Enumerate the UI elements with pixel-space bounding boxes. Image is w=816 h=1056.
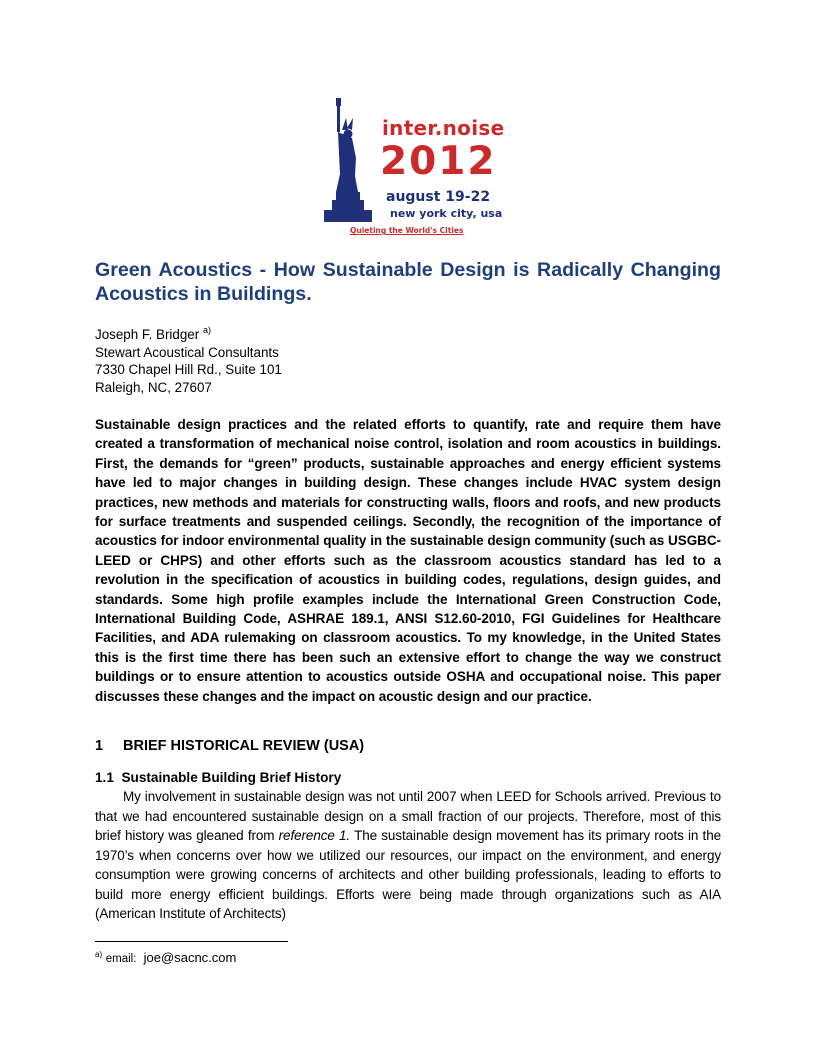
body-text-2: The sustainable design movement has its primary roots in the 1970’s when concerns over how we utilized our resources, our impact on the environment, and energy consumption were growing concerns of architects and other building professionals, leading to efforts to build more energy efficient buildings. Efforts were being made through organizations such as AIA (American Institute of Architects) bbox=[95, 828, 722, 921]
logo-dates: august 19-22 bbox=[386, 189, 491, 205]
conference-logo bbox=[322, 96, 505, 242]
subsection-heading bbox=[95, 770, 341, 785]
section-title: BRIEF HISTORICAL REVIEW (USA) bbox=[123, 738, 365, 754]
footnote-email[interactable]: joe@sacnc.com bbox=[143, 950, 237, 965]
footnote-label: email: bbox=[105, 953, 137, 965]
author-name-line bbox=[95, 326, 282, 344]
footnote bbox=[95, 950, 236, 965]
logo-tagline: Quieting the World's Cities bbox=[350, 226, 464, 235]
abstract: Sustainable design practices and the related efforts to quantify, rate and require them have created a transformation of mechanical noise control, isolation and room acoustics in buildings. First, the demands for “green” products, sustainable approaches and energy efficient systems have led to major changes in building design. These changes include HVAC system design practices, new methods and materials for constructing walls, floors and roofs, and new products for surface treatments and suspended ceilings. Secondly, the recognition of the importance of acoustics for indoor environmental quality in the sustainable design community (such as USGBC-LEED or CHPS) and other efforts such as the classroom acoustics standard has led to a revolution in the specification of acoustics in building codes, regulations, design guides, and standards. Some high profile examples include the International Green Construction Code, International Building Code, ASHRAE 189.1, ANSI S12.60-2010, FGI Guidelines for Healthcare Facilities, and ADA rulemaking on classroom acoustics. To my knowledge, in the United States this is the first time there has been such an extensive effort to change the way we construct buildings or to ensure attention to acoustics outside OSHA and occupational noise. This paper discusses these changes and the impact on acoustic design and our practice. bbox=[95, 417, 721, 704]
body-paragraph bbox=[95, 787, 721, 924]
section-number: 1 bbox=[95, 738, 104, 754]
reference-link[interactable]: reference 1. bbox=[278, 828, 351, 843]
footnote-divider bbox=[95, 941, 288, 942]
paper-title: Green Acoustics - How Sustainable Design is Radically Changing Acoustics in Buildings. bbox=[95, 259, 721, 305]
author-marker: a) bbox=[202, 325, 211, 335]
author-address-1: 7330 Chapel Hill Rd., Suite 101 bbox=[95, 362, 282, 377]
author-affiliation: Stewart Acoustical Consultants bbox=[95, 344, 279, 360]
logo-year: 2012 bbox=[380, 139, 497, 184]
body-text-1: My involvement in sustainable design was not until 2007 when LEED for Schools arrived. Previous to that we had encountered sustainable design on a small fraction of our projects. Therefore, most of this brief history was gleaned from bbox=[95, 789, 721, 843]
author-name: Joseph F. Bridger bbox=[95, 327, 200, 342]
subsection-title: Sustainable Building Brief History bbox=[121, 770, 342, 785]
logo-city: new york city, usa bbox=[390, 207, 503, 220]
author-block bbox=[95, 326, 282, 396]
section-heading bbox=[95, 738, 364, 754]
author-address-2: Raleigh, NC, 27607 bbox=[95, 379, 212, 395]
subsection-number: 1.1 bbox=[95, 770, 114, 785]
logo-name: inter.noise bbox=[382, 116, 505, 140]
footnote-marker: a) bbox=[95, 950, 103, 959]
